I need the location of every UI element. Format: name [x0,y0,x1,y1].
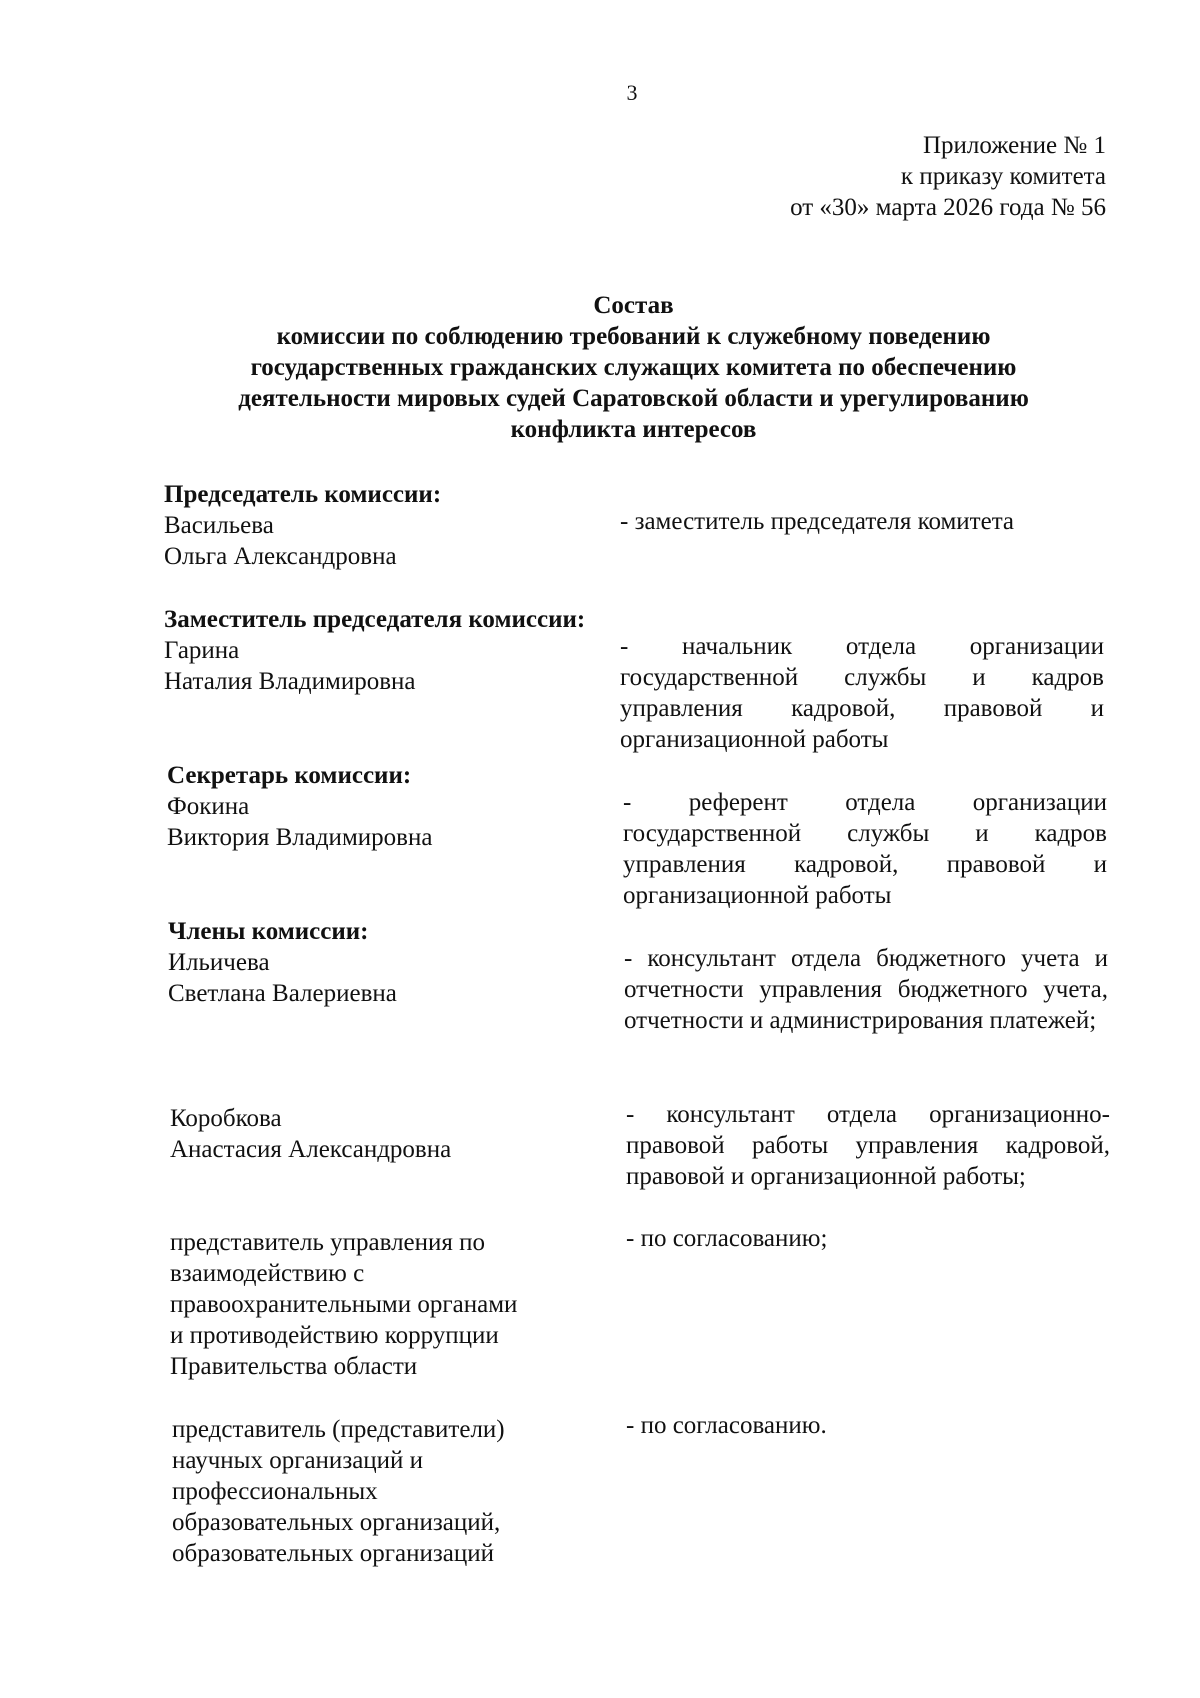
member-name-line: Фокина [167,793,250,820]
member-name-line: Виктория Владимировна [167,824,433,851]
member-name-line: Ильичева [168,949,270,976]
members-section [168,916,1108,1574]
secretary-section [167,760,1107,915]
member-role: - консультант отдела бюджетного учета и отчетности управления бюджетного учета, отчетности и администрирования платежей; [624,945,1108,1034]
member-name-line: правоохранительными органами [170,1291,518,1318]
deputy-section [164,604,1104,759]
appendix-line: Приложение № 1 [922,132,1106,159]
member-name-line: Светлана Валериевна [168,980,397,1007]
member-name-line: Васильева [164,512,274,539]
member-row [164,510,1104,572]
member-name-line: Гарина [164,637,240,664]
section-heading: Заместитель председателя комиссии: [164,606,586,633]
document-title [120,290,1147,445]
member-name-line: представитель (представители) [172,1416,505,1443]
title-line: конфликта интересов [510,416,757,443]
member-name [172,1414,592,1569]
appendix-line: от «30» марта 2026 года № 56 [790,194,1106,221]
member-role: - по согласованию. [626,1412,827,1439]
member-name-line: Наталия Владимировна [164,668,416,695]
member-name-line: Ольга Александровна [164,543,397,570]
member-role: - заместитель председателя комитета [620,508,1015,535]
appendix-line: к приказу комитета [900,163,1106,190]
member-row [164,635,1104,759]
member-row [168,1103,1108,1227]
member-name [164,510,584,572]
section-heading: Секретарь комиссии: [167,762,412,789]
appendix-reference [790,130,1106,223]
member-name [167,791,587,853]
title-line: деятельности мировых судей Саратовской области и урегулированию [238,385,1029,412]
member-row [168,1227,1108,1414]
title-line: Состав [593,292,674,319]
member-role: - референт отдела организации государственной службы и кадров управления кадровой, правовой и организационной работы [623,789,1107,909]
member-name-line: профессиональных [172,1478,378,1505]
title-line: государственных гражданских служащих комитета по обеспечению [250,354,1017,381]
member-name-line: научных организаций и [172,1447,424,1474]
member-name-line: представитель управления по [170,1229,486,1256]
member-name [168,947,588,1009]
section-heading: Председатель комиссии: [164,481,442,508]
member-row [168,947,1108,1103]
member-row [167,791,1107,915]
member-name-line: Анастасия Александровна [170,1136,452,1163]
title-line: комиссии по соблюдению требований к служебному поведению [276,323,991,350]
member-name-line: образовательных организаций [172,1540,495,1567]
member-name [170,1227,590,1382]
chairman-section [164,479,1104,572]
page-number: 3 [626,80,638,105]
member-name-line: Правительства области [170,1353,418,1380]
member-name-line: Коробкова [170,1105,282,1132]
member-role: - по согласованию; [626,1225,828,1252]
member-name [170,1103,590,1165]
member-name-line: взаимодействию с [170,1260,365,1287]
member-name-line: образовательных организаций, [172,1509,501,1536]
section-heading: Члены комиссии: [168,918,369,945]
member-name [164,635,584,697]
member-role: - консультант отдела организационно-правовой работы управления кадровой, правовой и организационной работы; [626,1101,1110,1190]
member-row [168,1414,1108,1574]
member-name-line: и противодействию коррупции [170,1322,499,1349]
member-role: - начальник отдела организации государственной службы и кадров управления кадровой, правовой и организационной работы [620,633,1104,753]
